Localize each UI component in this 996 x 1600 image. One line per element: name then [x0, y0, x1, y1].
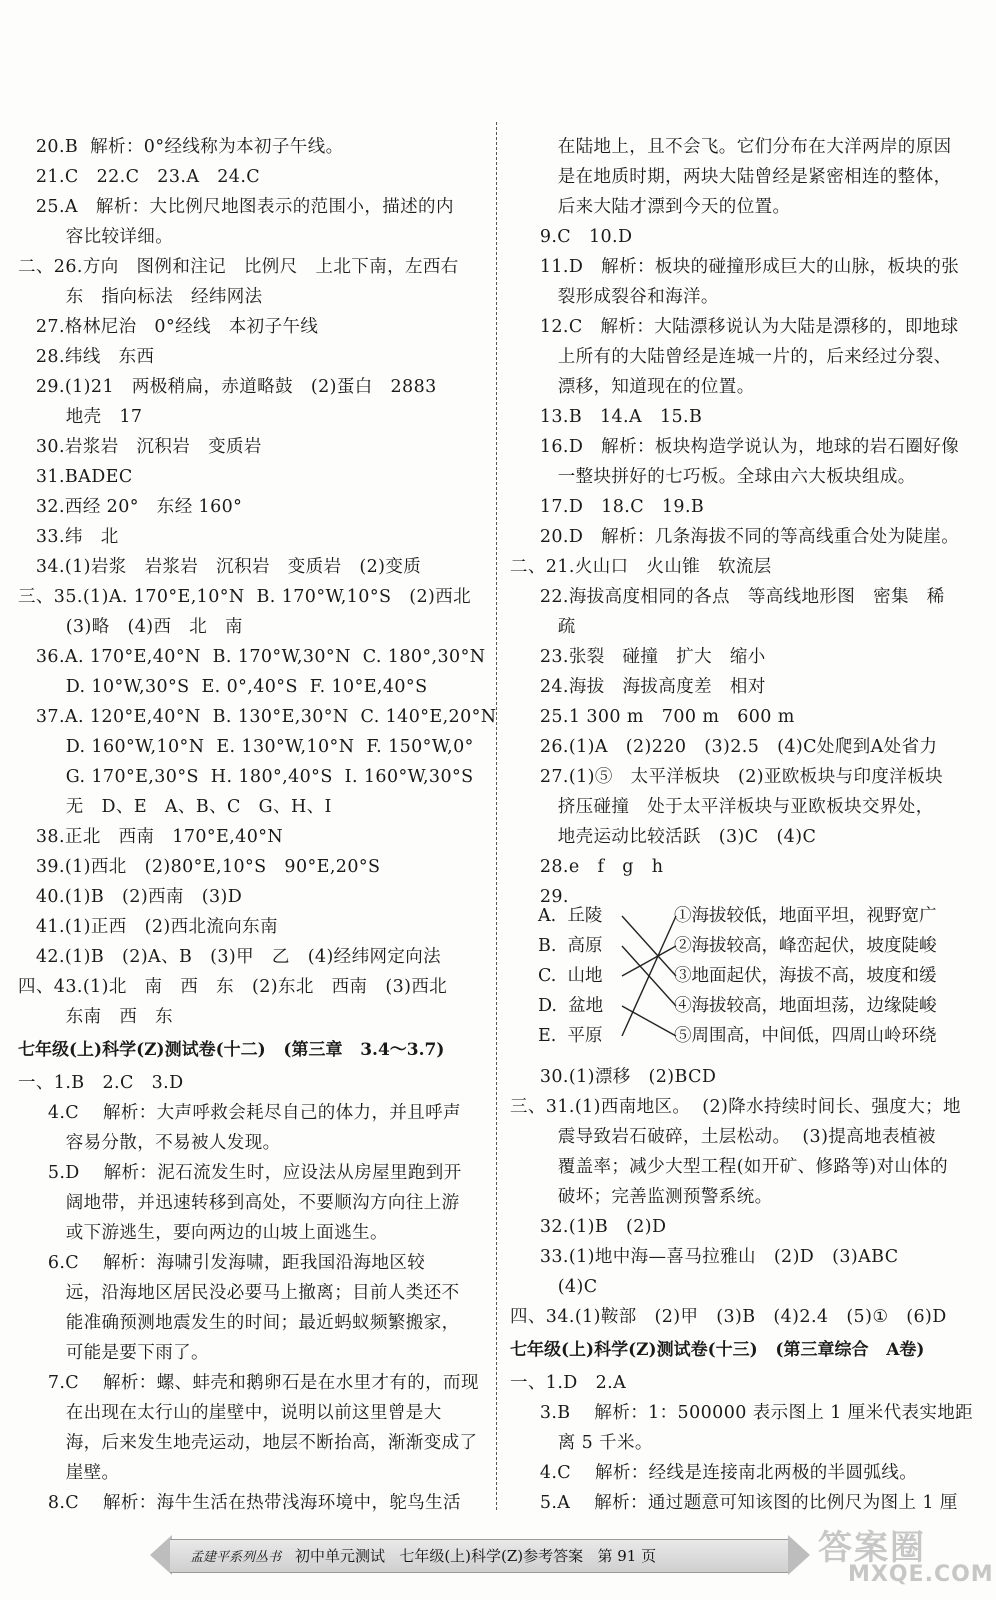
match-link-line	[622, 946, 676, 976]
left-answer-line: 7.C 解析：螺、蚌壳和鹅卵石是在水里才有的，而现	[18, 1373, 479, 1393]
left-answer-line: 38.正北 西南 170°E,40°N	[18, 827, 284, 847]
landform-feature: ①海拔较低，地面平坦，视野宽广	[674, 906, 937, 926]
right-column	[510, 132, 976, 1518]
left-answer-line: 28.纬线 东西	[18, 347, 155, 367]
watermark-line1: 答案圈	[818, 1528, 926, 1568]
left-answer-line: 6.C 解析：海啸引发海啸，距我国沿海地区较	[18, 1253, 426, 1273]
left-answer-line: 32.西经 20° 东经 160°	[18, 497, 243, 517]
right-answer-line: 27.(1)⑤ 太平洋板块 (2)亚欧板块与印度洋板块	[510, 767, 943, 787]
landform-feature: ③地面起伏，海拔不高，坡度和缓	[674, 966, 937, 986]
left-answer-line: 20.B 解析：0°经线称为本初子午线。	[18, 137, 344, 157]
right-answer-line: 32.(1)B (2)D	[510, 1217, 667, 1237]
right-answer-line: 上所有的大陆曾经是连城一片的，后来经过分裂、	[510, 347, 952, 367]
landform-feature: ⑤周围高，中间低，四周山岭环绕	[674, 1026, 937, 1046]
landform-feature: ②海拔较高，峰峦起伏，坡度陡峻	[674, 936, 937, 956]
left-answer-line: 无 D、E A、B、C G、H、I	[18, 797, 332, 817]
match-link-line	[622, 1006, 676, 1036]
left-answer-line: 34.(1)岩浆 岩浆岩 沉积岩 变质岩 (2)变质	[18, 557, 422, 577]
left-answer-line: 29.(1)21 两极稍扁，赤道略鼓 (2)蛋白 2883	[18, 377, 437, 397]
left-section-heading: 七年级(上)科学(Z)测试卷(十二) (第三章 3.4～3.7)	[18, 1040, 445, 1060]
match-link-line	[622, 916, 676, 1036]
landform-feature: ④海拔较高，地面坦荡，边缘陡峻	[674, 996, 937, 1016]
right-answer-line: 5.A 解析：通过题意可知该图的比例尺为图上 1 厘	[510, 1493, 958, 1513]
right-answer-line: 一整块拼好的七巧板。全球由六大板块组成。	[510, 467, 916, 487]
right-answer-line: 24.海拔 海拔高度差 相对	[510, 677, 766, 697]
left-answer-line: 容比较详细。	[18, 227, 174, 247]
left-answer-line: 27.格林尼治 0°经线 本初子午线	[18, 317, 319, 337]
left-answer-line: 二、26.方向 图例和注记 比例尺 上北下南，左西右	[18, 257, 459, 277]
footer-text	[190, 1545, 770, 1567]
match-link-line	[622, 916, 676, 976]
right-answer-line: 在陆地上，且不会飞。它们分布在大洋两岸的原因	[510, 137, 952, 157]
landform-option: B. 高原	[538, 936, 603, 956]
left-answer-line: D. 10°W,30°S E. 0°,40°S F. 10°E,40°S	[18, 677, 428, 697]
right-answer-line: 覆盖率；减少大型工程(如开矿、修路等)对山体的	[510, 1157, 949, 1177]
right-answer-line: 9.C 10.D	[510, 227, 633, 247]
left-answer-line: 8.C 解析：海牛生活在热带浅海环境中，鸵鸟生活	[18, 1493, 461, 1513]
footer-series: 孟建平系列丛书	[190, 1550, 282, 1565]
right-answer-line: 29.	[510, 887, 569, 907]
right-answer-line: 16.D 解析：板块构造学说认为，地球的岩石圈好像	[510, 437, 960, 457]
page-footer	[150, 1533, 810, 1577]
right-answer-line: 3.B 解析：1：500000 表示图上 1 厘米代表实地距	[510, 1403, 974, 1423]
left-answer-line: 5.D 解析：泥石流发生时，应设法从房屋里跑到开	[18, 1163, 462, 1183]
right-answer-line: 33.(1)地中海—喜马拉雅山 (2)D (3)ABC	[510, 1247, 899, 1267]
right-answer-line: 17.D 18.C 19.B	[510, 497, 705, 517]
right-answer-line: 20.D 解析：几条海拔不同的等高线重合处为陡崖。	[510, 527, 960, 547]
right-answer-line: 26.(1)A (2)220 (3)2.5 (4)C处爬到A处省力	[510, 737, 938, 757]
right-answer-line: 震导致岩石破碎，土层松动。 (3)提高地表植被	[510, 1127, 936, 1147]
left-answer-line: 一、1.B 2.C 3.D	[18, 1073, 184, 1093]
left-answer-line: G. 170°E,30°S H. 180°,40°S I. 160°W,30°S	[18, 767, 474, 787]
left-answer-line: 30.岩浆岩 沉积岩 变质岩	[18, 437, 262, 457]
watermark-line2: MXQE.COM	[848, 1562, 994, 1587]
right-answer-line: 一、1.D 2.A	[510, 1373, 627, 1393]
left-answer-line: 四、43.(1)北 南 西 东 (2)东北 西南 (3)西北	[18, 977, 448, 997]
right-answer-line: 12.C 解析：大陆漂移说认为大陆是漂移的，即地球	[510, 317, 959, 337]
right-answer-line: 13.B 14.A 15.B	[510, 407, 703, 427]
landform-option: E. 平原	[538, 1026, 603, 1046]
right-answer-line: (4)C	[510, 1277, 598, 1297]
right-answer-line: 四、34.(1)鞍部 (2)甲 (3)B (4)2.4 (5)① (6)D	[510, 1307, 947, 1327]
left-answer-line: 21.C 22.C 23.A 24.C	[18, 167, 261, 187]
footer-title: 初中单元测试 七年级(上)科学(Z)参考答案 第 91 页	[295, 1547, 657, 1565]
right-answer-line: 破坏；完善监测预警系统。	[510, 1187, 773, 1207]
footer-right-arrow-icon	[788, 1535, 810, 1575]
right-answer-line: 23.张裂 碰撞 扩大 缩小	[510, 647, 766, 667]
right-answer-line: 25.1 300 m 700 m 600 m	[510, 707, 795, 727]
left-answer-line: 东南 西 东	[18, 1007, 174, 1027]
left-answer-line: 40.(1)B (2)西南 (3)D	[18, 887, 243, 907]
landform-option: A. 丘陵	[538, 906, 603, 926]
landform-option: C. 山地	[538, 966, 603, 986]
right-answer-line: 11.D 解析：板块的碰撞形成巨大的山脉，板块的张	[510, 257, 960, 277]
left-answer-line: 在出现在太行山的崖壁中，说明以前这里曾是大	[18, 1403, 442, 1423]
left-answer-line: 东 指向标法 经纬网法	[18, 287, 263, 307]
left-answer-line: 33.纬 北	[18, 527, 119, 547]
right-answer-line: 漂移，知道现在的位置。	[510, 377, 755, 397]
right-answer-line: 裂形成裂谷和海洋。	[510, 287, 719, 307]
right-answer-line: 挤压碰撞 处于太平洋板块与亚欧板块交界处，	[510, 797, 934, 817]
left-answer-line: 41.(1)正西 (2)西北流向东南	[18, 917, 278, 937]
left-answer-line: 阔地带，并迅速转移到高处，不要顺沟方向往上游	[18, 1193, 460, 1213]
left-answer-line: D. 160°W,10°N E. 130°W,10°N F. 150°W,0°	[18, 737, 474, 757]
left-column	[18, 132, 497, 1518]
right-answer-line: 22.海拔高度相同的各点 等高线地形图 密集 稀	[510, 587, 945, 607]
left-answer-line: 39.(1)西北 (2)80°E,10°S 90°E,20°S	[18, 857, 381, 877]
watermark-logo	[818, 1520, 994, 1590]
landform-option: D. 盆地	[538, 996, 604, 1016]
left-answer-line: (3)略 (4)西 北 南	[18, 617, 243, 637]
right-answer-line: 离 5 千米。	[510, 1433, 653, 1453]
right-section-heading: 七年级(上)科学(Z)测试卷(十三) (第三章综合 A卷)	[510, 1340, 925, 1360]
right-answer-line: 4.C 解析：经线是连接南北两极的半圆弧线。	[510, 1463, 918, 1483]
left-answer-line: 崖壁。	[18, 1463, 120, 1483]
right-answer-line: 后来大陆才漂到今天的位置。	[510, 197, 791, 217]
right-answer-line: 是在地质时期，两块大陆曾经是紧密相连的整体，	[510, 167, 952, 187]
left-answer-line: 42.(1)B (2)A、B (3)甲 乙 (4)经纬网定向法	[18, 947, 442, 967]
left-answer-line: 远，沿海地区居民没必要马上撤离；目前人类还不	[18, 1283, 460, 1303]
matching-diagram	[538, 895, 978, 1077]
left-answer-line: 三、35.(1)A. 170°E,10°N B. 170°W,10°S (2)西北	[18, 587, 472, 607]
left-answer-line: 可能是要下雨了。	[18, 1343, 209, 1363]
footer-left-arrow-icon	[150, 1535, 172, 1575]
left-answer-line: 容易分散，不易被人发现。	[18, 1133, 281, 1153]
left-answer-line: 25.A 解析：大比例尺地图表示的范围小，描述的内	[18, 197, 454, 217]
left-answer-line: 地壳 17	[18, 407, 143, 427]
right-answer-line: 28.e f g h	[510, 857, 664, 877]
left-answer-line: 海，后来发生地壳运动，地层不断抬高，渐渐变成了	[18, 1433, 478, 1453]
right-answer-line: 地壳运动比较活跃 (3)C (4)C	[510, 827, 817, 847]
left-answer-line: 31.BADEC	[18, 467, 133, 487]
left-answer-line: 37.A. 120°E,40°N B. 130°E,30°N C. 140°E,20°N	[18, 707, 497, 727]
right-answer-line: 30.(1)漂移 (2)BCD	[510, 1067, 717, 1087]
left-answer-line: 或下游逃生，要向两边的山坡上面逃生。	[18, 1223, 388, 1243]
left-answer-line: 36.A. 170°E,40°N B. 170°W,30°N C. 180°,30°N	[18, 647, 486, 667]
left-answer-line: 能准确预测地震发生的时间；最近蚂蚁频繁搬家，	[18, 1313, 460, 1333]
left-answer-line: 4.C 解析：大声呼救会耗尽自己的体力，并且呼声	[18, 1103, 461, 1123]
right-answer-line: 疏	[510, 617, 576, 637]
column-divider	[496, 122, 497, 1510]
right-answer-line: 二、21.火山口 火山锥 软流层	[510, 557, 772, 577]
right-answer-line: 三、31.(1)西南地区。 (2)降水持续时间长、强度大；地	[510, 1097, 961, 1117]
